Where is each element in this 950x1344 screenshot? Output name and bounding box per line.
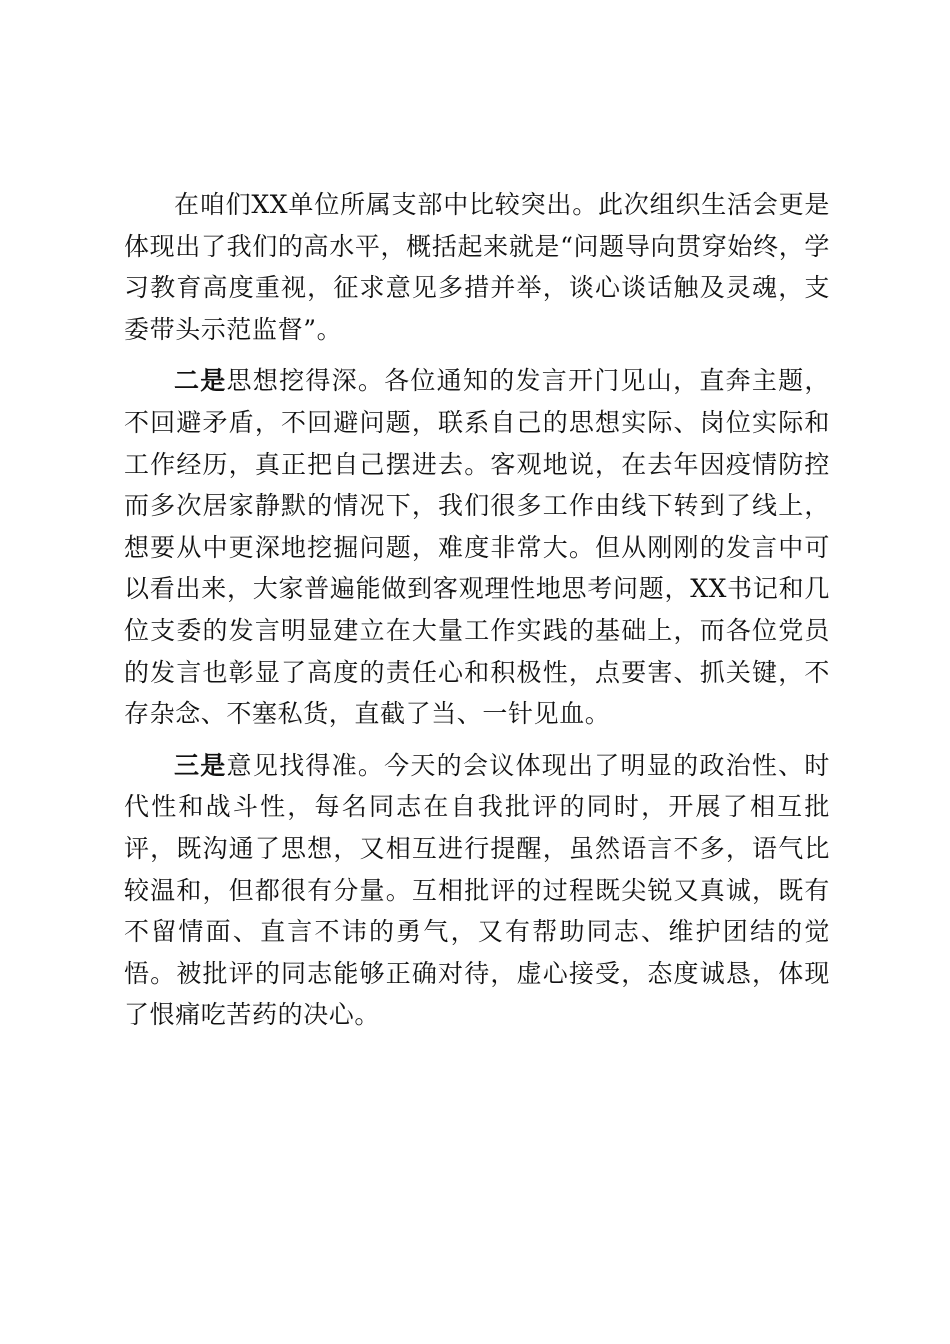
- paragraph-2: [124, 360, 830, 734]
- document-body: [124, 184, 830, 1046]
- paragraph-2-text: 思想挖得深。各位通知的发言开门见山，直奔主题，不回避矛盾，不回避问题，联系自己的思想实际、岗位实际和工作经历，真正把自己摆进去。客观地说，在去年因疫情防控而多次居家静默的情况下，我们很多工作由线下转到了线上，想要从中更深地挖掘问题，难度非常大。但从刚刚的发言中可以看出来，大家普遍能做到客观理性地思考问题，XX书记和几位支委的发言明显建立在大量工作实践的基础上，而各位党员的发言也彰显了高度的责任心和积极性，点要害、抓关键，不存杂念、不塞私货，直截了当、一针见血。: [124, 366, 831, 729]
- paragraph-1: [124, 184, 830, 350]
- paragraph-1-text: 在咱们XX单位所属支部中比较突出。此次组织生活会更是体现出了我们的高水平，概括起来就是“问题导向贯穿始终，学习教育高度重视，征求意见多措并举，谈心谈话触及灵魂，支委带头示范监督”。: [124, 190, 830, 344]
- paragraph-3-text: 意见找得准。今天的会议体现出了明显的政治性、时代性和战斗性，每名同志在自我批评的同时，开展了相互批评，既沟通了思想，又相互进行提醒，虽然语言不多，语气比较温和，但都很有分量。互相批评的过程既尖锐又真诚，既有不留情面、直言不讳的勇气，又有帮助同志、维护团结的觉悟。被批评的同志能够正确对待，虚心接受，态度诚恳，体现了恨痛吃苦药的决心。: [124, 750, 831, 1030]
- paragraph-2-lead: 二是: [174, 366, 227, 396]
- paragraph-3: [124, 745, 830, 1036]
- paragraph-3-lead: 三是: [174, 750, 227, 780]
